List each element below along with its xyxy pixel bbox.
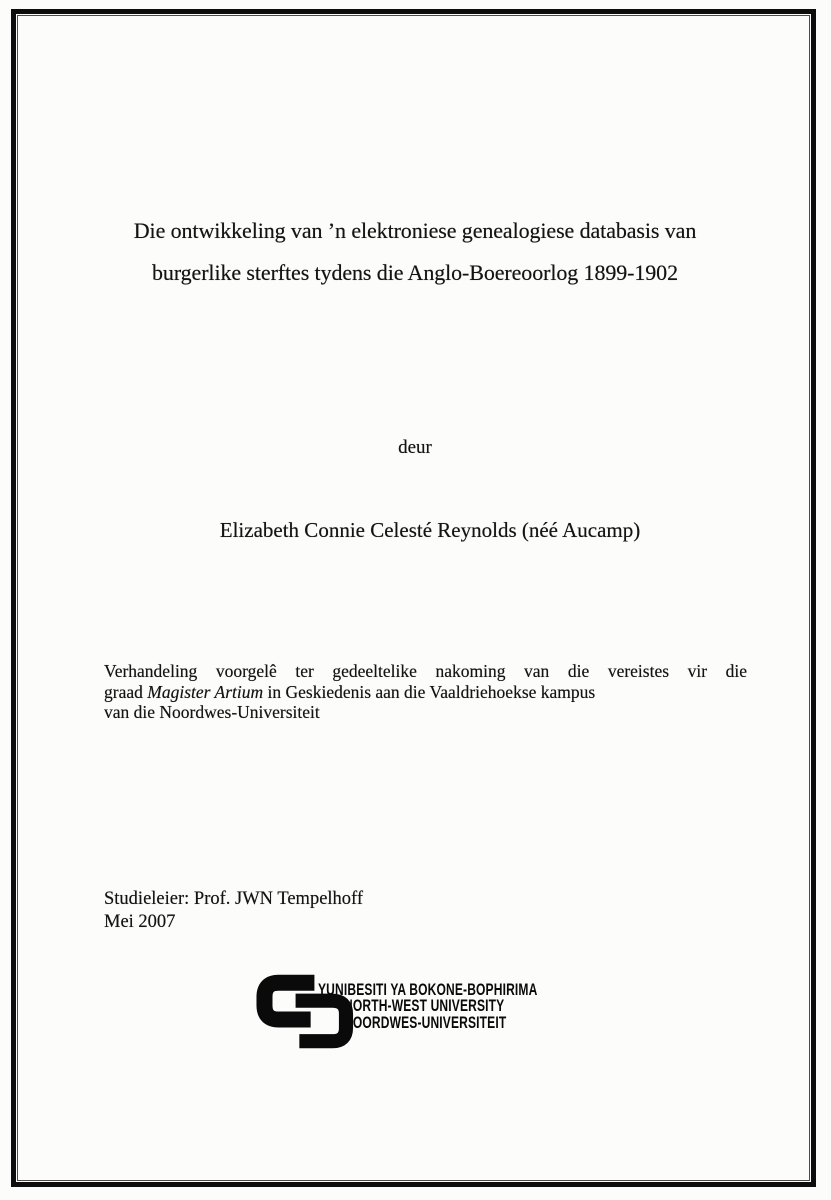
submission-statement bbox=[104, 661, 747, 723]
author-name: Elizabeth Connie Celesté Reynolds (néé Aucamp) bbox=[219, 518, 641, 542]
byline-deur: deur bbox=[398, 437, 432, 458]
logo-text-setswana: YUNIBESITI YA BOKONE-BOPHIRIMA bbox=[318, 981, 538, 999]
degree-name-italic: Magister Artium bbox=[147, 681, 264, 702]
submission-line-2-post: in Geskiedenis aan die Vaaldriehoekse kampus bbox=[263, 681, 596, 702]
thesis-title-line-1: Die ontwikkeling van ’n elektroniese genealogiese databasis van bbox=[133, 218, 697, 243]
supervisor-line: Studieleier: Prof. JWN Tempelhoff bbox=[104, 889, 364, 909]
submission-line-2-pre: graad bbox=[104, 681, 148, 702]
logo-text-english: NORTH-WEST UNIVERSITY bbox=[344, 997, 505, 1016]
submission-line-2 bbox=[104, 682, 747, 703]
submission-line-1: Verhandeling voorgelê ter gedeeltelike nakoming van die vereistes vir die bbox=[104, 661, 747, 681]
date-line: Mei 2007 bbox=[104, 912, 176, 932]
university-logo bbox=[256, 972, 586, 1054]
thesis-title-line-2: burgerlike sterftes tydens die Anglo-Boereoorlog 1899-1902 bbox=[152, 260, 678, 285]
logo-text-afrikaans: NOORDWES-UNIVERSITEIT bbox=[344, 1013, 507, 1032]
university-logo-wordmark bbox=[318, 982, 619, 1031]
supervisor-block bbox=[104, 888, 604, 934]
submission-line-3: van die Noordwes-Universiteit bbox=[104, 702, 320, 722]
